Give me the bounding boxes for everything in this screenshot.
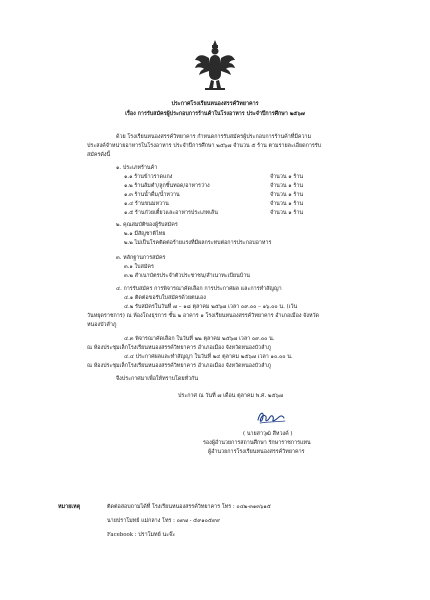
list-item: ๔.๓ พิจารณาคัดเลือก ในวันที่ ๒๒ ตุลาคม ๒๕๖๗ เวลา ๐๙.๐๐ น. (124, 336, 275, 342)
list-item-count: จำนวน ๑ ร้าน (270, 174, 304, 180)
closing-notice: จึงประกาศมาเพื่อให้ทราบโดยทั่วกัน (116, 376, 199, 382)
list-item-count: จำนวน ๑ ร้าน (270, 192, 304, 198)
note-line-2: นายปราโมทย์ แม่กลาง โทร : ๐๙๗ - ๕๙๑๐๕๙๙ (107, 518, 220, 524)
section-2-heading: ๒. คุณสมบัติของผู้รับสมัคร (116, 222, 178, 228)
signatory-position-1: รองผู้อำนวยการสถานศึกษา รักษาราชการแทน (203, 440, 311, 446)
signatory-name: ( นายสาวุฒิ สีหวงค์ ) (243, 431, 293, 437)
section-3-heading: ๓. หลักฐานการสมัคร (116, 255, 166, 261)
signature-image (254, 408, 288, 426)
list-item-count: จำนวน ๑ ร้าน (270, 183, 304, 189)
note-line-3: Facebook : ปราโมทย์ นะจ๊ะ (107, 532, 176, 538)
list-item: ๔.๒ รับสมัครในวันที่ ๗ – ๑๘ ตุลาคม ๒๕๖๗ เวลา ๐๙.๐๐ – ๑๖.๐๐ น. (เว้น (124, 304, 298, 310)
section-1-heading: ๑. ประเภทร้านค้า (116, 165, 158, 171)
list-item: ๔.๑ ติดต่อขอรับใบสมัครด้วยตนเอง (124, 295, 206, 301)
note-label: หมายเหตุ (58, 504, 81, 510)
garuda-emblem-icon (193, 38, 237, 92)
list-item: ๓.๒ สำเนาบัตรประจำตัวประชาชน/สำเนาทะเบียนบ้าน (124, 273, 250, 279)
list-item-continued: วันหยุดราชการ) ณ ห้องโถงธุรการ ชั้น ๒ อาคาร ๑ โรงเรียนหนองสรรค์วิทยาคาร อำเภอเมือง จังหวัด (87, 313, 320, 319)
list-item: ๑.๓ ร้านน้ำดื่ม/น้ำหวาน (124, 192, 180, 198)
list-item: ๒.๒ ไม่เป็นโรคติดต่อร้ายแรงที่มีผลกระทบต่อการประกอบอาหาร (124, 240, 272, 246)
list-item: ๑.๒ ร้านส้มตำ/ลูกชิ้นทอด/อาหารว่าง (124, 183, 210, 189)
subject-label: เรื่อง (125, 111, 136, 117)
list-item-count: จำนวน ๑ ร้าน (270, 201, 304, 207)
list-item: ๓.๑ ใบสมัคร (124, 264, 154, 270)
list-item: ๒.๑ มีสัญชาติไทย (124, 231, 166, 237)
list-item: ๑.๔ ร้านขนมหวาน (124, 201, 169, 207)
announcement-date: ประกาศ ณ วันที่ ๗ เดือน ตุลาคม พ.ศ. ๒๕๖๗ (178, 393, 284, 399)
announcement-title: ประกาศโรงเรียนหนองสรรค์วิทยาคาร (171, 101, 259, 107)
list-item-continued: ณ ห้องประชุมเล็กโรงเรียนหนองสรรค์วิทยาคาร อำเภอเมือง จังหวัดหนองบัวลำภู (87, 363, 271, 369)
list-item-continued: หนองบัวลำภู (87, 322, 117, 328)
subject-text: การรับสมัครผู้ประกอบการร้านค้าในโรงอาหาร ประจำปีการศึกษา ๒๕๖๗ (137, 111, 305, 117)
list-item: ๑.๑ ร้านข้าวราดแกง (124, 174, 173, 180)
note-line-1: ติดต่อสอบถามได้ที่ โรงเรียนหนองสรรค์วิทยาคาร โทร : ๐๔๒-๓๑๓๖๑๕ (107, 504, 271, 510)
intro-line-3: สมัครดังนี้ (87, 152, 111, 158)
section-4-heading: ๔. การรับสมัคร การพิจารณาคัดเลือก การประกาศผล และการทำสัญญา (116, 286, 282, 292)
list-item-count: จำนวน ๑ ร้าน (270, 210, 304, 216)
list-item: ๑.๕ ร้านก๋วยเตี๋ยวและอาหารประเภทเส้น (124, 210, 218, 216)
announcement-subject (0, 111, 430, 118)
list-item-continued: ณ ห้องประชุมเล็กโรงเรียนหนองสรรค์วิทยาคาร อำเภอเมือง จังหวัดหนองบัวลำภู (87, 345, 271, 351)
intro-line-2: ประสงค์จำหน่ายอาหารในโรงอาหาร ประจำปีการศึกษา ๒๕๖๗ จำนวน ๕ ร้าน ตามรายละเอียดการรับ (87, 143, 322, 149)
intro-line-1: ด้วย โรงเรียนหนองสรรค์วิทยาคาร กำหนดการรับสมัครผู้ประกอบการร้านค้าที่มีความ (116, 134, 312, 140)
list-item: ๔.๔ ประกาศผลและทำสัญญา ในวันที่ ๒๔ ตุลาคม ๒๕๖๗ เวลา ๑๐.๐๐ น. (124, 354, 293, 360)
signatory-position-2: ผู้อำนวยการโรงเรียนหนองสรรค์วิทยาคาร (208, 449, 305, 455)
